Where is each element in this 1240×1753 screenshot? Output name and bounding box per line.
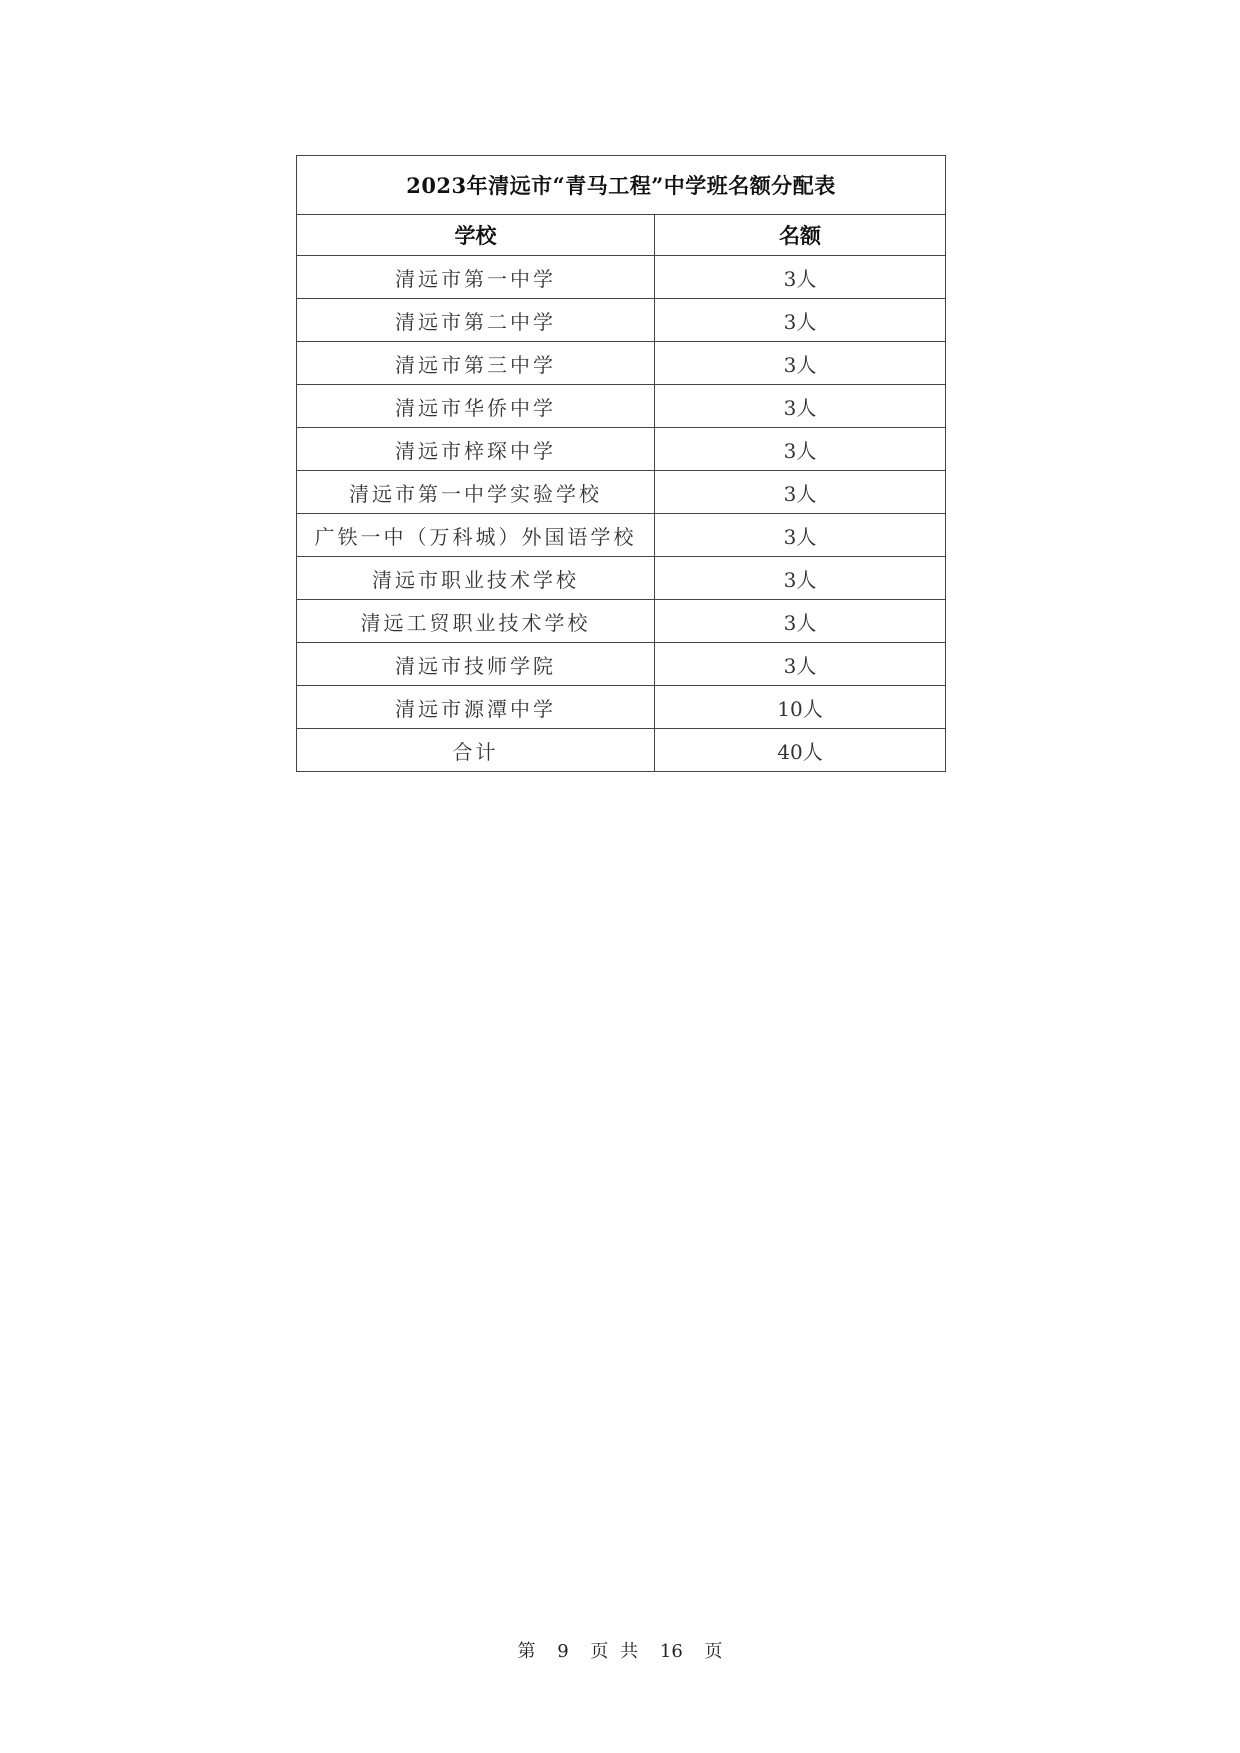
page-number-footer [0, 1637, 1240, 1663]
table-row [297, 514, 946, 557]
school-name-cell: 清远市第一中学 [297, 256, 655, 299]
quota-cell: 3人 [655, 643, 946, 686]
quota-cell: 3人 [655, 385, 946, 428]
school-name-cell: 清远市第三中学 [297, 342, 655, 385]
quota-cell: 3人 [655, 256, 946, 299]
quota-allocation-table [296, 155, 946, 772]
table-row [297, 428, 946, 471]
footer-suffix: 页 [704, 1641, 723, 1662]
table-row [297, 686, 946, 729]
quota-cell: 3人 [655, 557, 946, 600]
school-name-cell: 清远工贸职业技术学校 [297, 600, 655, 643]
current-page-number: 9 [557, 1641, 569, 1662]
quota-cell: 3人 [655, 342, 946, 385]
footer-prefix: 第 [517, 1641, 536, 1662]
table-title: 2023年清远市“青马工程”中学班名额分配表 [297, 156, 946, 215]
table-row [297, 256, 946, 299]
total-label: 合计 [297, 729, 655, 772]
quota-cell: 3人 [655, 600, 946, 643]
school-name-cell: 广铁一中（万科城）外国语学校 [297, 514, 655, 557]
table-row [297, 643, 946, 686]
table-row [297, 342, 946, 385]
school-name-cell: 清远市源潭中学 [297, 686, 655, 729]
table-row [297, 600, 946, 643]
school-name-cell: 清远市华侨中学 [297, 385, 655, 428]
school-name-cell: 清远市技师学院 [297, 643, 655, 686]
quota-cell: 3人 [655, 299, 946, 342]
school-name-cell: 清远市第一中学实验学校 [297, 471, 655, 514]
table-row [297, 471, 946, 514]
total-quota: 40人 [655, 729, 946, 772]
total-pages-number: 16 [659, 1641, 683, 1662]
quota-cell: 3人 [655, 471, 946, 514]
school-name-cell: 清远市第二中学 [297, 299, 655, 342]
column-header-school: 学校 [297, 215, 655, 256]
quota-cell: 10人 [655, 686, 946, 729]
quota-cell: 3人 [655, 428, 946, 471]
footer-middle: 页 共 [590, 1641, 639, 1662]
column-header-quota: 名额 [655, 215, 946, 256]
table-row [297, 557, 946, 600]
table-row [297, 299, 946, 342]
total-row [297, 729, 946, 772]
school-name-cell: 清远市梓琛中学 [297, 428, 655, 471]
quota-cell: 3人 [655, 514, 946, 557]
table-row [297, 385, 946, 428]
school-name-cell: 清远市职业技术学校 [297, 557, 655, 600]
